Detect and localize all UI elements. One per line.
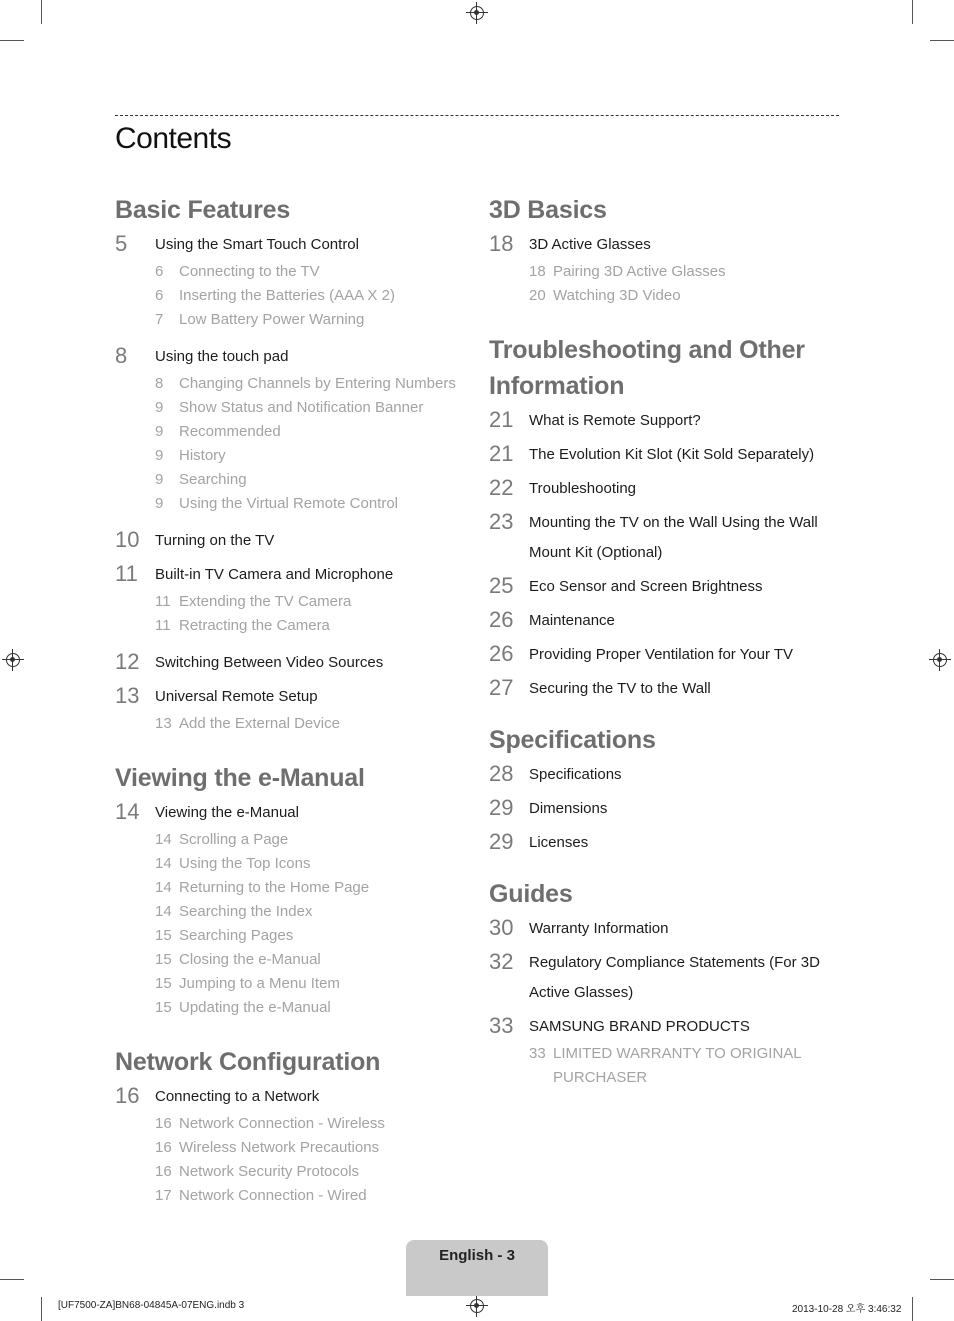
page-number-label: English - 3 [439,1247,515,1264]
entry-title: Troubleshooting [529,480,637,497]
sub-entry[interactable] [529,1042,849,1090]
sub-entry[interactable] [155,1160,475,1184]
toc-entry[interactable] [115,342,475,522]
sub-entry-title: Network Security Protocols [179,1163,360,1180]
sub-entry[interactable] [155,712,475,736]
entry-body [155,560,475,644]
entry-page-number: 14 [115,799,140,824]
registration-mark-icon [933,653,947,667]
entry-page-number: 13 [115,683,140,708]
slug-datetime: 2013-10-28 오후 3:46:32 [792,1304,902,1315]
toc-section [115,192,475,742]
sub-entry-title: History [179,447,226,464]
section-title: Troubleshooting and Other Information [489,336,805,400]
entry-title: Securing the TV to the Wall [529,680,711,697]
sub-entry-page-number: 15 [155,951,172,968]
entry-body [155,1082,475,1214]
entry-body [529,948,849,1008]
toc-entry[interactable] [489,230,849,314]
toc-entry[interactable] [489,794,849,824]
entry-body [529,572,849,602]
entry-body [529,508,849,568]
sub-entry[interactable] [155,972,475,996]
entry-page-number: 28 [489,761,514,786]
left-column [115,192,475,1232]
entry-page-number: 25 [489,573,514,598]
toc-section [489,722,849,858]
entry-title: Providing Proper Ventilation for Your TV [529,646,794,663]
sub-entry-page-number: 14 [155,903,172,920]
sub-entry[interactable] [155,828,475,852]
toc-entry[interactable] [489,440,849,470]
sub-entry-title: Changing Channels by Entering Numbers [179,375,456,392]
section-title: Viewing the e-Manual [115,764,365,792]
sub-entry-title: Using the Top Icons [179,855,311,872]
sub-entry[interactable] [155,924,475,948]
sub-entry[interactable] [155,444,475,468]
sub-entry-page-number: 14 [155,831,172,848]
crop-mark [912,0,913,24]
page-number-tab [406,1240,548,1296]
toc-entry[interactable] [115,1082,475,1214]
toc-entry[interactable] [115,648,475,678]
sub-entry-page-number: 15 [155,975,172,992]
entry-page-number: 27 [489,675,514,700]
sub-entry-list [155,1112,475,1208]
sub-entry[interactable] [529,260,849,284]
section-title: 3D Basics [489,196,607,224]
sub-entry-page-number: 6 [155,263,164,280]
sub-entry-page-number: 6 [155,287,164,304]
sub-entry-title: LIMITED WARRANTY TO ORIGINAL PURCHASER [553,1045,802,1086]
sub-entry-page-number: 18 [529,263,546,280]
entry-page-number: 22 [489,475,514,500]
sub-entry[interactable] [155,372,475,396]
sub-entry-title: Recommended [179,423,281,440]
entry-page-number: 8 [115,343,128,368]
sub-entry-title: Scrolling a Page [179,831,289,848]
entry-page-number: 21 [489,407,514,432]
entry-body [529,440,849,470]
entry-body [529,406,849,436]
section-title: Guides [489,880,573,908]
entry-title: Universal Remote Setup [155,688,318,705]
sub-entry-page-number: 16 [155,1163,172,1180]
sub-entry-title: Closing the e-Manual [179,951,321,968]
sub-entry[interactable] [155,996,475,1020]
toc-entry[interactable] [115,682,475,742]
sub-entry[interactable] [155,900,475,924]
entry-title: Licenses [529,834,589,851]
entry-page-number: 32 [489,949,514,974]
sub-entry-title: Searching Pages [179,927,294,944]
sub-entry-title: Show Status and Notification Banner [179,399,424,416]
toc-entry[interactable] [115,798,475,1026]
entry-title: SAMSUNG BRAND PRODUCTS [529,1018,750,1035]
toc-section [489,332,849,704]
sub-entry-page-number: 16 [155,1139,172,1156]
sub-entry-page-number: 9 [155,423,164,440]
sub-entry-page-number: 14 [155,855,172,872]
sub-entry[interactable] [155,492,475,516]
sub-entry-title: Network Connection - Wired [179,1187,367,1204]
toc-entry[interactable] [489,606,849,636]
entry-title: Using the Smart Touch Control [155,236,359,253]
sub-entry[interactable] [155,308,475,332]
sub-entry-title: Inserting the Batteries (AAA X 2) [179,287,395,304]
sub-entry-page-number: 7 [155,311,164,328]
sub-entry-title: Retracting the Camera [179,617,330,634]
entry-title: The Evolution Kit Slot (Kit Sold Separately) [529,446,815,463]
entry-page-number: 26 [489,607,514,632]
sub-entry-page-number: 8 [155,375,164,392]
entry-title: Regulatory Compliance Statements (For 3D Active Glasses) [529,954,820,1001]
entry-title: Maintenance [529,612,615,629]
entry-page-number: 29 [489,795,514,820]
sub-entry-page-number: 20 [529,287,546,304]
sub-entry[interactable] [529,284,849,308]
entry-page-number: 23 [489,509,514,534]
sub-entry-page-number: 13 [155,715,172,732]
toc-entry[interactable] [489,828,849,858]
sub-entry[interactable] [155,1184,475,1208]
entry-title: Eco Sensor and Screen Brightness [529,578,763,595]
sub-entry-list [529,1042,849,1090]
entry-page-number: 21 [489,441,514,466]
entry-page-number: 5 [115,231,128,256]
sub-entry-page-number: 11 [155,617,171,634]
entry-page-number: 26 [489,641,514,666]
sub-entry[interactable] [155,1136,475,1160]
sub-entry-title: Returning to the Home Page [179,879,370,896]
sub-entry-page-number: 11 [155,593,171,610]
sub-entry[interactable] [155,1112,475,1136]
toc-entry[interactable] [489,508,849,568]
toc-section [489,192,849,314]
crop-mark [0,1279,24,1280]
toc-entry[interactable] [489,406,849,436]
sub-entry-page-number: 9 [155,471,164,488]
sub-entry[interactable] [155,468,475,492]
entry-title: Connecting to a Network [155,1088,320,1105]
toc-entry[interactable] [489,572,849,602]
crop-mark [41,1297,42,1321]
sub-entry[interactable] [155,876,475,900]
toc-entry[interactable] [115,230,475,338]
entry-title: Using the touch pad [155,348,289,365]
sub-entry-title: Add the External Device [179,715,340,732]
sub-entry[interactable] [155,948,475,972]
entry-page-number: 18 [489,231,514,256]
section-title: Network Configuration [115,1048,381,1076]
toc-entry[interactable] [115,526,475,556]
sub-entry[interactable] [155,396,475,420]
entry-page-number: 16 [115,1083,140,1108]
sub-entry[interactable] [155,260,475,284]
sub-entry[interactable] [155,420,475,444]
entry-body [529,794,849,824]
entry-body [155,230,475,338]
sub-entry-title: Using the Virtual Remote Control [179,495,398,512]
toc-section [489,876,849,1096]
sub-entry-list [155,828,475,1020]
sub-entry-title: Searching [179,471,247,488]
sub-entry-title: Pairing 3D Active Glasses [553,263,726,280]
registration-mark-icon [470,1299,484,1313]
dashed-divider [115,115,839,116]
toc-entry[interactable] [489,474,849,504]
crop-mark [912,1297,913,1321]
sub-entry-page-number: 9 [155,495,164,512]
entry-body [155,798,475,1026]
entry-page-number: 10 [115,527,140,552]
right-column [489,192,849,1114]
toc-entry[interactable] [115,560,475,644]
entry-page-number: 11 [115,561,138,586]
sub-entry-list [155,372,475,516]
entry-title: What is Remote Support? [529,412,701,429]
registration-mark-icon [470,6,484,20]
entry-title: Built-in TV Camera and Microphone [155,566,394,583]
entry-page-number: 12 [115,649,140,674]
entry-title: Dimensions [529,800,608,817]
entry-title: Warranty Information [529,920,669,937]
sub-entry-list [155,712,475,736]
sub-entry-page-number: 9 [155,447,164,464]
toc-section [115,760,475,1026]
sub-entry-title: Watching 3D Video [553,287,681,304]
toc-entry[interactable] [489,760,849,790]
entry-body [529,474,849,504]
sub-entry-title: Updating the e-Manual [179,999,331,1016]
section-title: Specifications [489,726,656,754]
entry-title: Mounting the TV on the Wall Using the Wall Mount Kit (Optional) [529,514,818,561]
entry-body [529,230,849,314]
entry-page-number: 30 [489,915,514,940]
entry-body [155,342,475,522]
entry-body [155,648,475,678]
sub-entry[interactable] [155,614,475,638]
sub-entry[interactable] [155,852,475,876]
entry-body [529,914,849,944]
entry-title: Specifications [529,766,622,783]
sub-entry-page-number: 14 [155,879,172,896]
sub-entry-title: Extending the TV Camera [179,593,352,610]
sub-entry-list [155,590,475,638]
entry-title: Viewing the e-Manual [155,804,299,821]
sub-entry-list [155,260,475,332]
entry-body [529,760,849,790]
toc-entry[interactable] [489,914,849,944]
entry-title: Switching Between Video Sources [155,654,384,671]
entry-body [155,682,475,742]
sub-entry[interactable] [155,590,475,614]
sub-entry-title: Network Connection - Wireless [179,1115,385,1132]
entry-body [529,640,849,670]
sub-entry-page-number: 16 [155,1115,172,1132]
entry-body [529,828,849,858]
sub-entry-title: Wireless Network Precautions [179,1139,380,1156]
sub-entry[interactable] [155,284,475,308]
entry-title: 3D Active Glasses [529,236,651,253]
crop-mark [930,1279,954,1280]
crop-mark [930,40,954,41]
entry-body [155,526,475,556]
toc-entry[interactable] [489,674,849,704]
entry-title: Turning on the TV [155,532,275,549]
sub-entry-title: Connecting to the TV [179,263,320,280]
sub-entry-page-number: 17 [155,1187,172,1204]
toc-entry[interactable] [489,1012,849,1096]
entry-body [529,606,849,636]
sub-entry-list [529,260,849,308]
sub-entry-title: Low Battery Power Warning [179,311,365,328]
sub-entry-page-number: 15 [155,927,172,944]
toc-entry[interactable] [489,640,849,670]
sub-entry-page-number: 15 [155,999,172,1016]
entry-body [529,1012,849,1096]
toc-entry[interactable] [489,948,849,1008]
entry-page-number: 33 [489,1013,514,1038]
sub-entry-title: Jumping to a Menu Item [179,975,340,992]
entry-body [529,674,849,704]
entry-page-number: 29 [489,829,514,854]
section-title: Basic Features [115,196,291,224]
crop-mark [0,40,24,41]
page-title: Contents [115,122,232,155]
toc-section [115,1044,475,1214]
slug-file: [UF7500-ZA]BN68-04845A-07ENG.indb 3 [58,1300,245,1311]
registration-mark-icon [6,653,20,667]
sub-entry-page-number: 33 [529,1045,546,1062]
sub-entry-page-number: 9 [155,399,164,416]
crop-mark [41,0,42,24]
sub-entry-title: Searching the Index [179,903,313,920]
